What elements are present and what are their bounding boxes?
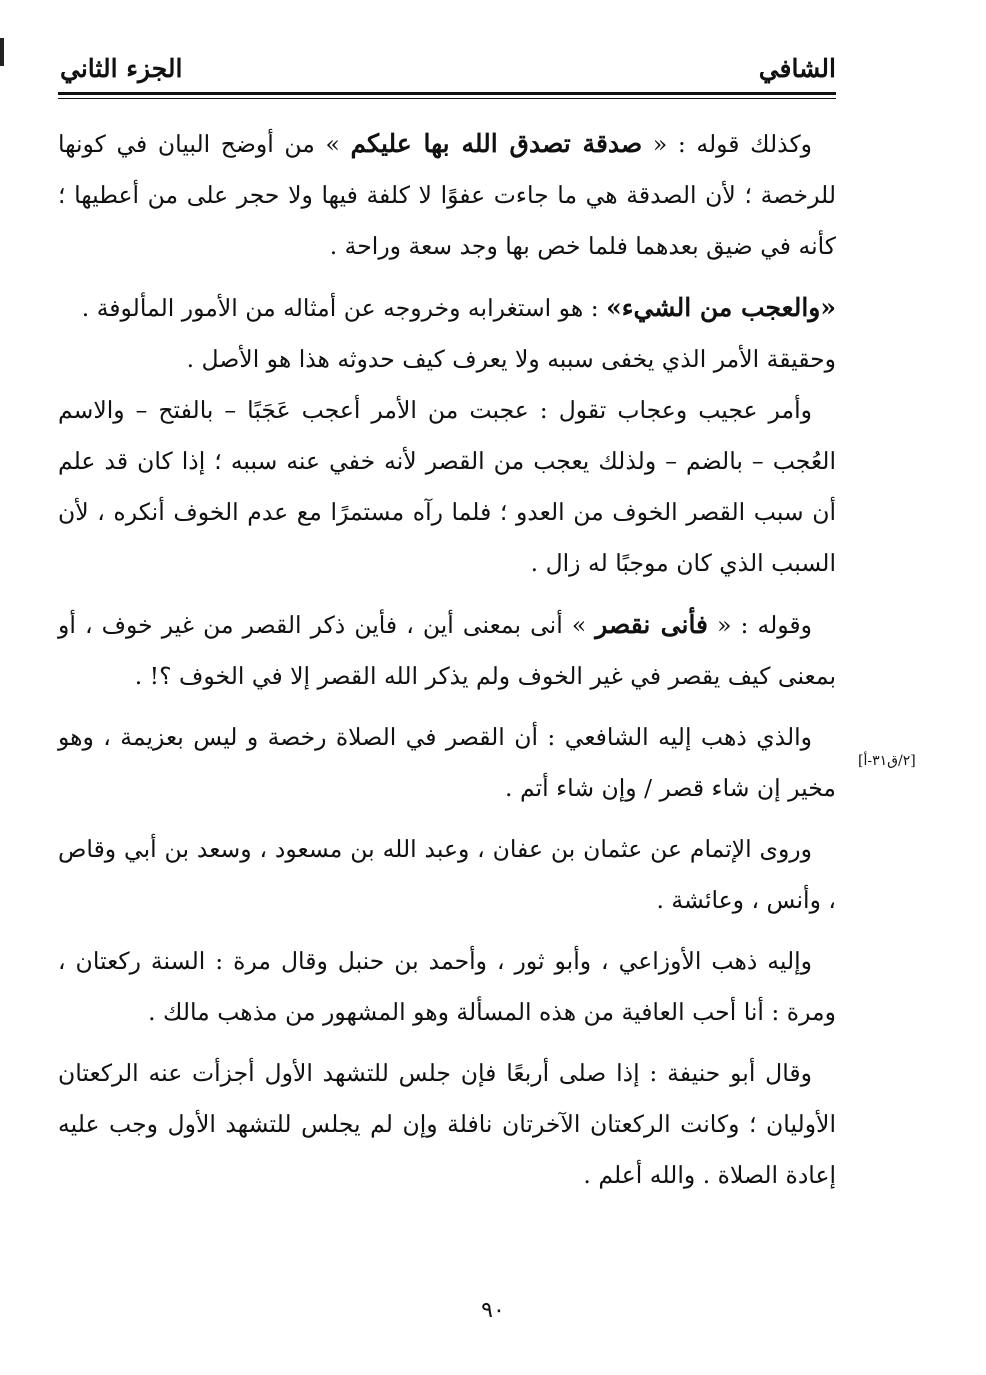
text-run: وقال أبو حنيفة : إذا صلى أربعًا فإن جلس للتشهد الأول أجزأت عنه الركعتان الأوليان ؛ وكانت الركعتان الآخرتان نافلة وإن لم يجلس للتشهد الأول وجب عليه إعادة الصلاة . والله أعلم .: [58, 1059, 836, 1189]
book-title: الشافي: [758, 54, 836, 83]
text-run: » من أوضح البيان في كونها للرخصة ؛ لأن الصدقة هي ما جاءت عفوًا لا كلفة فيها ولا حجر على من أعطيها ؛ كأنه في ضيق بعدهما فلما خص بها وجد سعة وراحة .: [58, 130, 836, 260]
text-run: : هو استغرابه وخروجه عن أمثاله من الأمور المألوفة .: [81, 294, 607, 322]
text-run: والذي ذهب إليه الشافعي : أن القصر في الصلاة رخصة و ليس بعزيمة ، وهو مخير إن شاء قصر / وإن شاء أتم .: [58, 723, 836, 802]
paragraph: [58, 118, 836, 272]
text-run: وقوله : «: [708, 611, 812, 639]
text-run: وأمر عجيب وعجاب تقول : عجبت من الأمر أعجب عَجَبًا – بالفتح – والاسم العُجب – بالضم – ولذلك يعجب من القصر لأنه خفي عنه سببه ؛ إذا كان قد علم أن سبب القصر الخوف من العدو ؛ فلما رآه مستمرًا مع عدم الخوف أنكره ، لأن السبب الذي كان موجبًا له زال .: [58, 396, 836, 577]
text-run: وإليه ذهب الأوزاعي ، وأبو ثور ، وأحمد بن حنبل وقال مرة : السنة ركعتان ، ومرة : أنا أحب العافية من هذه المسألة وهو المشهور من مذهب مالك .: [58, 947, 836, 1026]
header-rule-thick: [58, 92, 836, 95]
headword: «والعجب من الشيء»: [606, 293, 836, 322]
quoted-phrase: فأنى نقصر: [595, 610, 709, 639]
paragraph: [58, 334, 836, 385]
text-run: وروى الإتمام عن عثمان بن عفان ، وعبد الله بن مسعود ، وسعد بن أبي وقاص ، وأنس ، وعائشة .: [58, 835, 836, 914]
paragraph: [58, 1048, 836, 1201]
paragraph: [58, 385, 836, 589]
paragraph: [58, 936, 836, 1038]
text-run: وكذلك قوله : «: [642, 130, 812, 158]
scan-edge-mark: [0, 38, 4, 66]
paragraph: [58, 599, 836, 702]
paragraph: [58, 712, 836, 814]
manuscript-folio-reference: [٢/ق٣١-أ]: [858, 753, 916, 769]
paragraph: [58, 824, 836, 926]
text-run: وحقيقة الأمر الذي يخفى سببه ولا يعرف كيف حدوثه هذا هو الأصل .: [186, 345, 836, 373]
page-header: [58, 54, 836, 94]
paragraph: [58, 282, 836, 334]
text-run: » أنى بمعنى أين ، فأين ذكر القصر من غير خوف ، أو بمعنى كيف يقصر في غير الخوف ولم يذكر الله القصر إلا في الخوف ؟! .: [58, 611, 836, 690]
main-text: [58, 118, 836, 1201]
header-rule-thin: [58, 98, 836, 99]
volume-label: الجزء الثاني: [60, 54, 183, 83]
page-number: ٩٠: [481, 1298, 505, 1323]
quoted-phrase: صدقة تصدق الله بها عليكم: [350, 129, 643, 158]
